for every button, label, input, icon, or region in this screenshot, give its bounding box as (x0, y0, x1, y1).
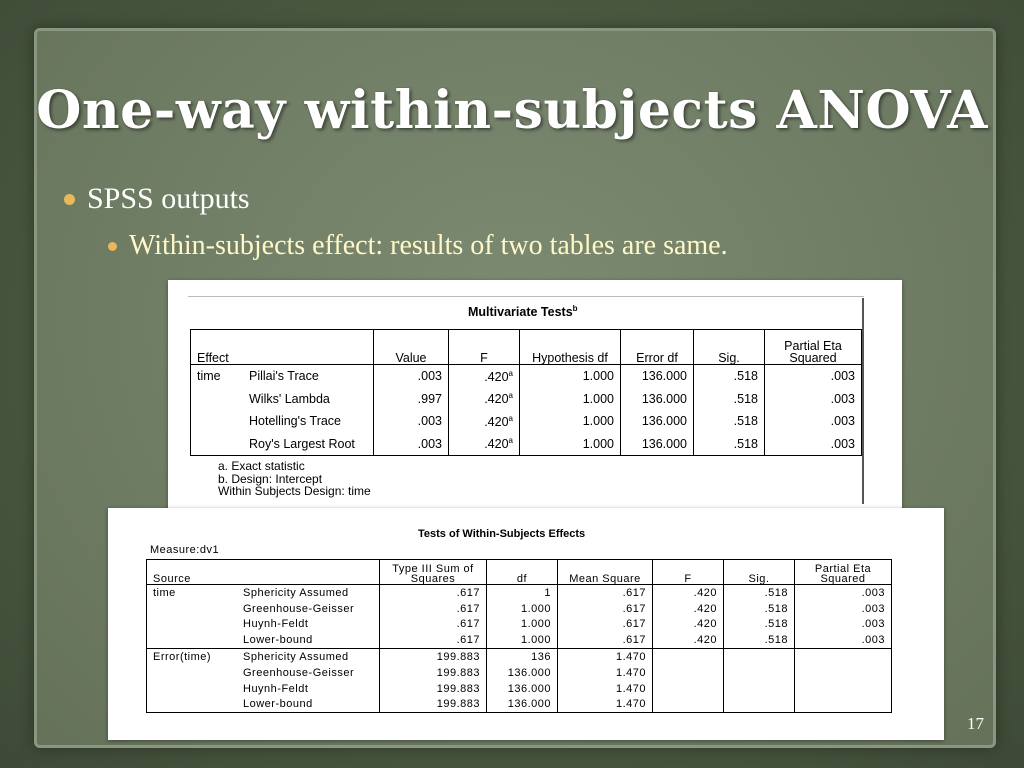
row-label: Huynh-Feldt (243, 682, 309, 695)
col-partial-eta: Partial Eta Squared (765, 330, 862, 365)
row-label: Sphericity Assumed (237, 649, 380, 665)
row-label: Greenhouse-Geisser (243, 602, 355, 615)
source-cell (147, 665, 238, 681)
col-partial-eta: Partial Eta Squared (795, 560, 892, 585)
within-subjects-table (146, 559, 892, 713)
divider (862, 298, 864, 504)
cell-text: time (197, 369, 221, 384)
cell-text: 1.000 (582, 391, 614, 406)
cell-text: 1.000 (582, 414, 614, 429)
multivariate-footnotes (218, 460, 371, 498)
df-cell: 136.000 (487, 681, 558, 697)
value-cell (374, 388, 449, 411)
df-cell: 136.000 (487, 665, 558, 681)
sig-cell (694, 410, 765, 433)
f-cell (449, 433, 520, 456)
df-cell: 1.000 (487, 617, 558, 633)
error-df-cell (621, 410, 694, 433)
source-cell (147, 681, 238, 697)
eta-cell: .003 (795, 601, 892, 617)
f-cell (449, 410, 520, 433)
measure-label: Measure:dv1 (150, 544, 220, 556)
cell-text: Pillai's Trace (249, 369, 319, 384)
df-cell: 136 (487, 649, 558, 665)
sig-cell (724, 697, 795, 713)
value-cell (374, 410, 449, 433)
sig-cell (694, 388, 765, 411)
f-cell: .420 (653, 585, 724, 601)
f-cell (449, 365, 520, 388)
df-cell: 1.000 (487, 632, 558, 648)
col-hypothesis-df: Hypothesis df (520, 330, 621, 365)
cell-text: .003 (830, 369, 855, 384)
sig-cell: .518 (724, 617, 795, 633)
col-f: F (653, 560, 724, 585)
effect-cell (191, 388, 244, 411)
cell-text: 136.000 (641, 414, 687, 429)
row-label: Lower-bound (243, 698, 313, 711)
ss-cell: .617 (380, 632, 487, 648)
col-df: df (487, 560, 558, 585)
bullet-dot-icon (108, 242, 117, 251)
effect-cell (191, 365, 244, 388)
ms-cell: 1.470 (558, 681, 653, 697)
value-cell (374, 365, 449, 388)
col-value: Value (374, 330, 449, 365)
within-caption: Tests of Within-Subjects Effects (418, 528, 586, 540)
col-f: F (449, 330, 520, 365)
hypothesis-df-cell (520, 365, 621, 388)
eta-cell: .003 (795, 585, 892, 601)
f-cell (449, 388, 520, 411)
source-cell (147, 697, 238, 713)
f-cell: .420 (653, 617, 724, 633)
hypothesis-df-cell (520, 410, 621, 433)
df-cell: 136.000 (487, 697, 558, 713)
df-cell: 1 (487, 585, 558, 601)
footnote: Within Subjects Design: time (218, 484, 371, 498)
table-row (147, 585, 892, 601)
table-row (147, 697, 892, 713)
table-row (191, 388, 862, 411)
cell-text: 136.000 (641, 369, 687, 384)
footnote: a. Exact statistic (218, 459, 305, 473)
effect-cell (191, 433, 244, 456)
row-label: Greenhouse-Geisser (243, 666, 355, 679)
row-label: Huynh-Feldt (243, 618, 309, 631)
col-error-df: Error df (621, 330, 694, 365)
eta-cell: .003 (795, 632, 892, 648)
cell-text: .420 (484, 369, 509, 384)
slide-title: One-way within-subjects ANOVA (36, 80, 988, 141)
cell-text: .420 (484, 437, 509, 452)
ms-cell: .617 (558, 617, 653, 633)
ss-cell: .617 (380, 601, 487, 617)
ss-cell: 199.883 (380, 649, 487, 665)
source-cell (147, 632, 238, 648)
row-label (243, 365, 374, 388)
sig-cell (724, 649, 795, 665)
row-label (243, 410, 374, 433)
cell-text: .003 (830, 414, 855, 429)
hypothesis-df-cell (520, 433, 621, 456)
cell-text: Roy's Largest Root (249, 436, 355, 451)
multivariate-table (190, 329, 862, 456)
table-row (147, 601, 892, 617)
cell-text: .420 (484, 392, 509, 407)
ms-cell: 1.470 (558, 697, 653, 713)
ss-cell: .617 (380, 585, 487, 601)
eta-cell (765, 433, 862, 456)
bullet1-text: SPSS outputs (87, 182, 250, 215)
multivariate-caption: Multivariate Tests$^b$ (468, 304, 578, 320)
ms-cell: 1.470 (558, 649, 653, 665)
sig-cell: .518 (724, 585, 795, 601)
cell-text: Wilks' Lambda (249, 391, 330, 406)
row-label (243, 433, 374, 456)
eta-cell (765, 365, 862, 388)
ss-cell: 199.883 (380, 665, 487, 681)
error-df-cell (621, 388, 694, 411)
footnote: b. Design: Intercept (218, 471, 323, 486)
superscript: a (508, 368, 513, 378)
f-cell (653, 681, 724, 697)
cell-text: .003 (417, 369, 442, 384)
cell-text: 1.000 (582, 436, 614, 451)
cell-text: .518 (733, 436, 758, 451)
sig-cell: .518 (724, 601, 795, 617)
bullet-within-subjects (108, 230, 728, 262)
sig-cell: .518 (724, 632, 795, 648)
sig-cell (694, 433, 765, 456)
value-cell (374, 433, 449, 456)
bullet2-text: Within-subjects effect: results of two tables are same. (129, 230, 728, 261)
cell-text: .420 (484, 414, 509, 429)
eta-cell (765, 388, 862, 411)
eta-cell (795, 681, 892, 697)
error-df-cell (621, 365, 694, 388)
col-sig: Sig. (724, 560, 795, 585)
cell-text: .003 (417, 414, 442, 429)
col-mean-square: Mean Square (558, 560, 653, 585)
effect-cell (191, 410, 244, 433)
cell-text: .003 (830, 391, 855, 406)
superscript: a (508, 391, 513, 401)
source-cell: time (153, 586, 176, 599)
row-label: Sphericity Assumed (243, 586, 349, 599)
cell-text: .518 (733, 414, 758, 429)
sig-cell (724, 665, 795, 681)
source-cell: Error(time) (147, 649, 238, 665)
ss-cell: 199.883 (380, 697, 487, 713)
cell-text: 1.000 (582, 369, 614, 384)
row-label (243, 388, 374, 411)
table-row (147, 681, 892, 697)
bullet-spss-outputs (64, 182, 250, 216)
col-effect: Effect (191, 330, 374, 365)
f-cell (653, 697, 724, 713)
table-row (147, 632, 892, 648)
error-df-cell (621, 433, 694, 456)
ms-cell: .617 (558, 632, 653, 648)
col-type3-ss: Type III Sum of Squares (380, 560, 487, 585)
table-row (191, 433, 862, 456)
sig-cell (724, 681, 795, 697)
eta-cell (795, 697, 892, 713)
divider (188, 296, 864, 297)
ms-cell: .617 (558, 585, 653, 601)
col-sig: Sig. (694, 330, 765, 365)
table-row (147, 649, 892, 665)
eta-cell (765, 410, 862, 433)
source-cell (147, 617, 238, 633)
multivariate-tests-screenshot (168, 280, 902, 510)
f-cell (653, 649, 724, 665)
cell-text: .518 (733, 391, 758, 406)
f-cell (653, 665, 724, 681)
source-cell (147, 601, 238, 617)
eta-cell (795, 665, 892, 681)
table-row (191, 410, 862, 433)
superscript: a (508, 413, 513, 423)
cell-text: Hotelling's Trace (249, 414, 342, 429)
ms-cell: 1.470 (558, 665, 653, 681)
cell-text: .518 (733, 369, 758, 384)
cell-text: .997 (417, 391, 442, 406)
superscript: a (508, 436, 513, 446)
f-cell: .420 (653, 601, 724, 617)
f-cell: .420 (653, 632, 724, 648)
col-source: Source (147, 560, 380, 585)
eta-cell (795, 649, 892, 665)
ms-cell: .617 (558, 601, 653, 617)
within-subjects-screenshot (108, 508, 944, 740)
bullet-dot-icon (64, 194, 75, 205)
table-row (147, 665, 892, 681)
cell-text: .003 (830, 436, 855, 451)
table-row (191, 365, 862, 388)
sig-cell (694, 365, 765, 388)
ss-cell: 199.883 (380, 681, 487, 697)
hypothesis-df-cell (520, 388, 621, 411)
cell-text: 136.000 (641, 391, 687, 406)
row-label: Lower-bound (243, 634, 313, 647)
cell-text: .003 (417, 436, 442, 451)
eta-cell: .003 (795, 617, 892, 633)
page-number: 17 (967, 714, 984, 733)
table-row (147, 617, 892, 633)
cell-text: 136.000 (641, 436, 687, 451)
df-cell: 1.000 (487, 601, 558, 617)
ss-cell: .617 (380, 617, 487, 633)
